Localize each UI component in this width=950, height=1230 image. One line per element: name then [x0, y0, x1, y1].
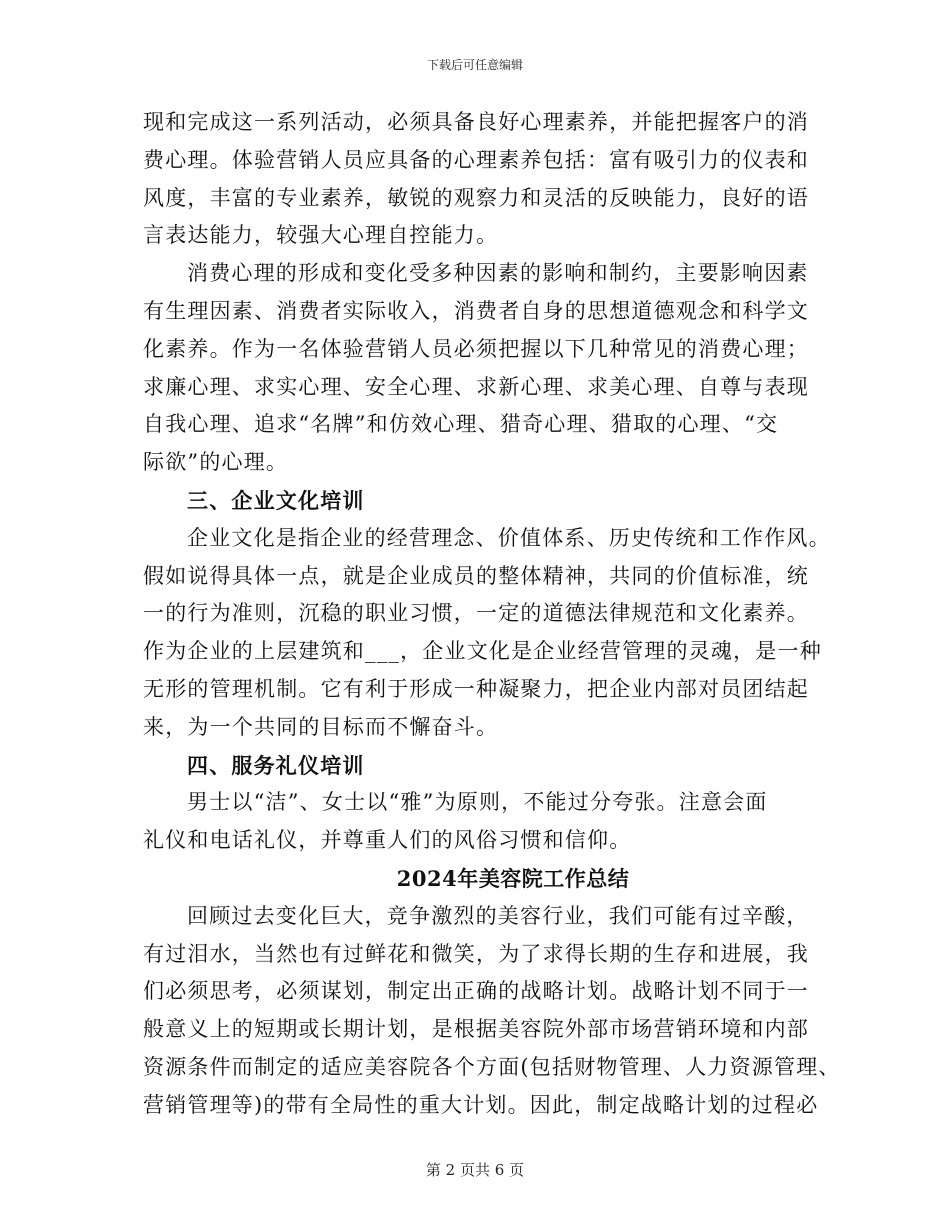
- text-line: 言表达能力，较强大心理自控能力。: [143, 223, 499, 248]
- text-line: 般意义上的短期或长期计划，是根据美容院外部市场营销环境和内部: [143, 1017, 809, 1042]
- text-line: 无形的管理机制。它有利于形成一种凝聚力，把企业内部对员团结起: [143, 676, 809, 701]
- text-line: 来，为一个共同的目标而不懈奋斗。: [143, 714, 499, 739]
- text-line: 资源条件而制定的适应美容院各个方面(包括财物管理、人力资源管理、: [143, 1054, 841, 1079]
- text-line: 化素养。作为一名体验营销人员必须把握以下几种常见的消费心理；: [143, 336, 809, 361]
- text-line: 有生理因素、消费者实际收入，消费者自身的思想道德观念和科学文: [143, 298, 809, 323]
- text-line: 营销管理等)的带有全局性的重大计划。因此，制定战略计划的过程必: [143, 1092, 819, 1117]
- section-heading: 四、服务礼仪培训: [187, 752, 365, 778]
- text-line: 现和完成这一系列活动，必须具备良好心理素养，并能把握客户的消: [143, 110, 809, 134]
- text-line: 作为企业的上层建筑和___，企业文化是企业经营管理的灵魂，是一种: [143, 639, 822, 664]
- text-line: 费心理。体验营销人员应具备的心理素养包括：富有吸引力的仪表和: [143, 147, 809, 172]
- text-line: 们必须思考，必须谋划，制定出正确的战略计划。战略计划不同于一: [143, 979, 809, 1004]
- text-line: 一的行为准则，沉稳的职业习惯，一定的道德法律规范和文化素养。: [143, 601, 809, 626]
- text-line: 消费心理的形成和变化受多种因素的影响和制约，主要影响因素: [187, 261, 809, 286]
- document-body: [143, 104, 841, 1125]
- text-line: 回顾过去变化巨大，竞争激烈的美容行业，我们可能有过辛酸，: [187, 903, 809, 928]
- text-line: 男士以“洁”、女士以“雅”为原则，不能过分夸张。注意会面: [187, 790, 768, 815]
- text-line: 际欲”的心理。: [143, 450, 289, 475]
- text-line: 假如说得具体一点，就是企业成员的整体精神，共同的价值标准，统: [143, 563, 809, 588]
- document-title: 2024年美容院工作总结: [396, 865, 630, 891]
- section-heading: 三、企业文化培训: [187, 487, 365, 513]
- text-line: 礼仪和电话礼仪，并尊重人们的风俗习惯和信仰。: [143, 828, 632, 853]
- page-footer: 第 2 页共 6 页: [425, 1161, 525, 1179]
- text-line: 求廉心理、求实心理、安全心理、求新心理、求美心理、自尊与表现: [143, 374, 809, 399]
- text-line: 有过泪水，当然也有过鲜花和微笑，为了求得长期的生存和进展，我: [143, 941, 809, 966]
- text-line: 风度，丰富的专业素养，敏锐的观察力和灵活的反映能力，良好的语: [143, 185, 809, 210]
- page-header: 下载后可任意编辑: [426, 58, 523, 72]
- text-line: 自我心理、追求“名牌”和仿效心理、猎奇心理、猎取的心理、“交: [143, 412, 779, 437]
- text-line: 企业文化是指企业的经营理念、价值体系、历史传统和工作作风。: [187, 525, 831, 550]
